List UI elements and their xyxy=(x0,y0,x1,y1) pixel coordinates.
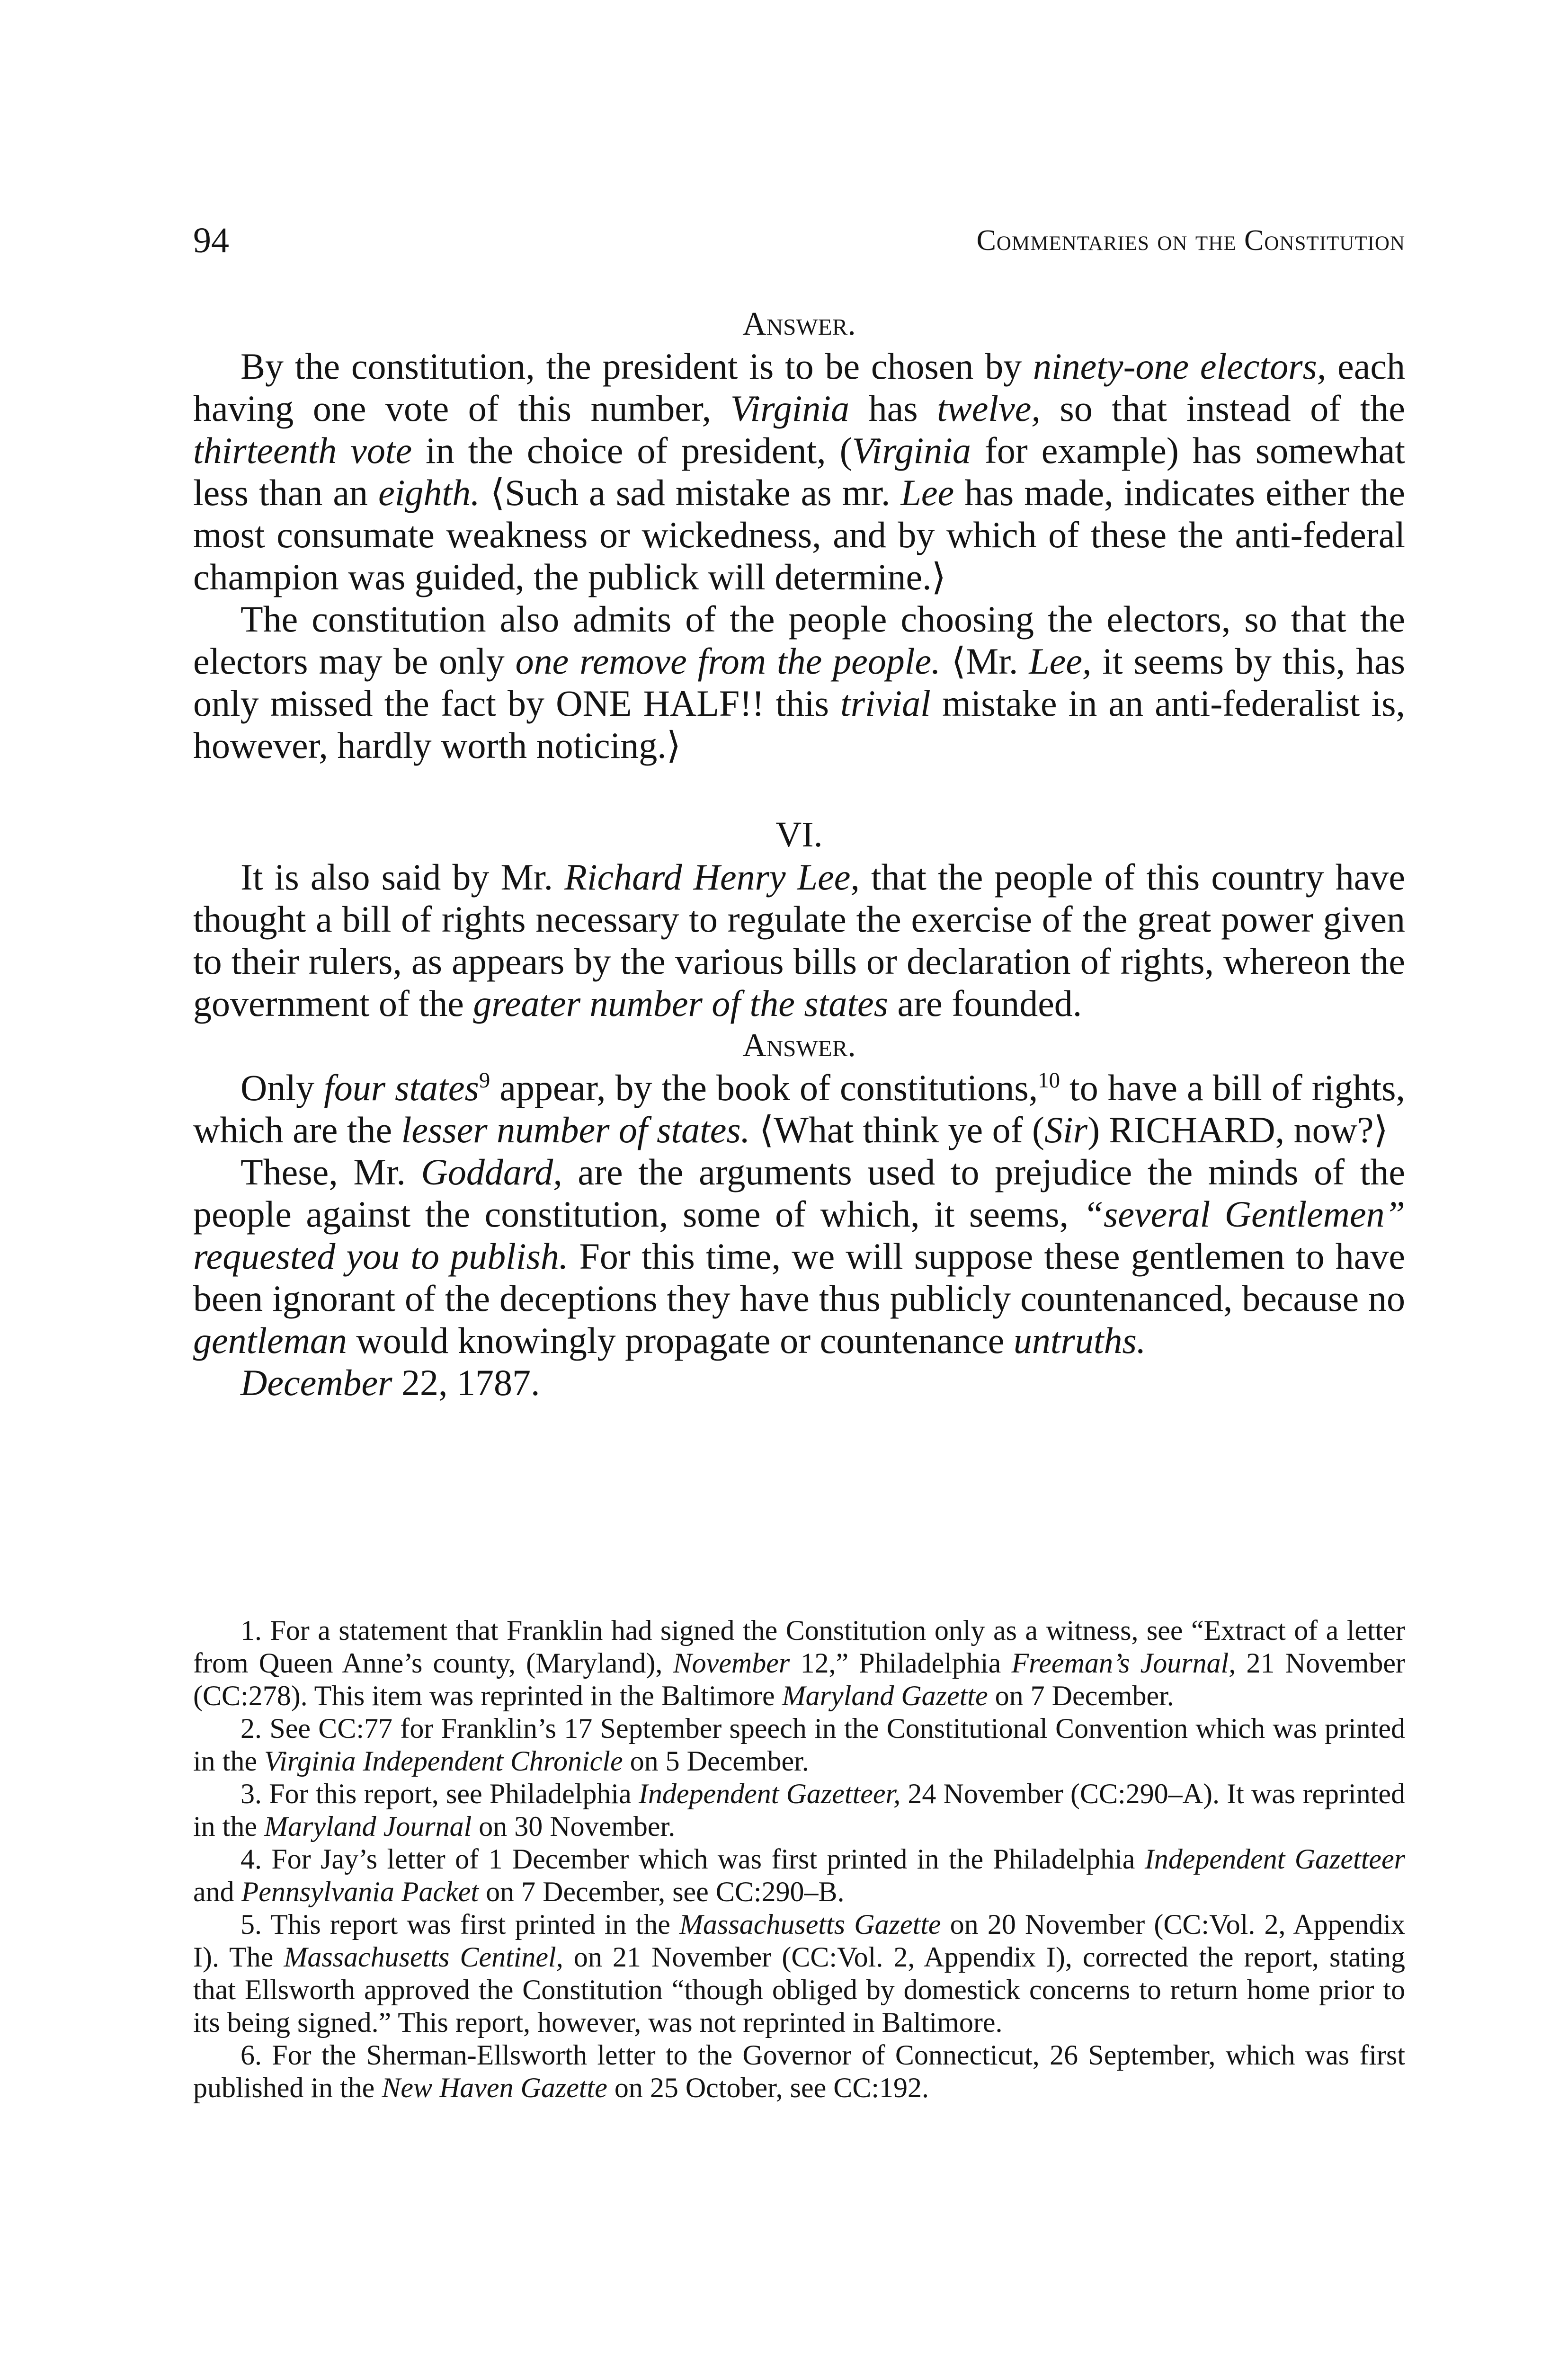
footnote: 4. For Jay’s letter of 1 December which was first printed in the Philadelphia Independent Gazetteer and Pennsylvania Packet on 7 December, see CC:290–B. xyxy=(193,1843,1405,1907)
footnote: 6. For the Sherman-Ellsworth letter to the Governor of Connecticut, 26 September, which was first published in the New Haven Gazette on 25 October, see CC:192. xyxy=(193,2039,1405,2103)
footnote: 3. For this report, see Philadelphia Independent Gazetteer, 24 November (CC:290–A). It was reprinted in the Maryland Journal on 30 November. xyxy=(193,1778,1406,1842)
answer-heading: Answer. xyxy=(742,306,856,342)
footnotes xyxy=(193,1614,1405,2104)
paragraph: By the constitution, the president is to be chosen by ninety-one electors, each having one vote of this number, Virginia has twelve, so that instead of the thirteenth vote in the choice of president, (Virginia for example) has somewhat less than an eighth. ⟨Such a sad mistake as mr. Lee has made, indicates either the most consumate weakness or wickedness, and by which of these the anti-federal champion was guided, the publick will determine.⟩ xyxy=(193,346,1405,597)
page-header xyxy=(193,217,1405,264)
footnote: 5. This report was first printed in the Massachusetts Gazette on 20 November (CC:Vol. 2, Appendix I). The Massachusetts Centinel, on 21 November (CC:Vol. 2, Appendix I), corrected the report, stating that Ellsworth approved the Constitution “though obliged by domestick concerns to return home prior to its being signed.” This report, however, was not reprinted in Baltimore. xyxy=(193,1909,1406,2038)
page-number: 94 xyxy=(193,221,229,260)
date-line: December 22, 1787. xyxy=(241,1362,540,1403)
footnote-ref: 10 xyxy=(1038,1068,1060,1093)
main-text xyxy=(193,303,1405,1404)
paragraph: Only four states$^9$ appear, by the book of constitutions,$^{10}$ to have a bill of rights, which are the lesser number of states. ⟨What think ye of (Sir) RICHARD, now?⟩ xyxy=(193,1067,1405,1150)
paragraph: These, Mr. Goddard, are the arguments used to prejudice the minds of the people against the constitution, some of which, it seems, “several Gentlemen” requested you to publish. For this time, we will suppose these gentlemen to have been ignorant of the deceptions they have thus publicly countenanced, because no gentleman would knowingly propagate or countenance untruths. xyxy=(193,1151,1405,1361)
running-head: Commentaries on the Constitution xyxy=(976,224,1405,257)
section-heading: VI. xyxy=(775,815,823,854)
paragraph: It is also said by Mr. Richard Henry Lee, that the people of this country have thought a bill of rights necessary to regulate the exercise of the great power given to their rulers, as appears by the various bills or declaration of rights, whereon the government of the greater number of the states are founded. xyxy=(193,856,1405,1024)
footnote-ref: 9 xyxy=(479,1068,490,1093)
footnote: 1. For a statement that Franklin had signed the Constitution only as a witness, see “Extract of a letter from Queen Anne’s county, (Maryland), November 12,” Philadelphia Freeman’s Journal, 21 November (CC:278). This item was reprinted in the Baltimore Maryland Gazette on 7 December. xyxy=(193,1615,1405,1711)
paragraph: The constitution also admits of the people choosing the electors, so that the electors may be only one remove from the people. ⟨Mr. Lee, it seems by this, has only missed the fact by ONE HALF!! this trivial mistake in an anti-federalist is, however, hardly worth noticing.⟩ xyxy=(193,598,1405,766)
footnote: 2. See CC:77 for Franklin’s 17 September speech in the Constitutional Convention which was printed in the Virginia Independent Chronicle on 5 December. xyxy=(193,1713,1405,1777)
answer-heading: Answer. xyxy=(742,1027,856,1064)
